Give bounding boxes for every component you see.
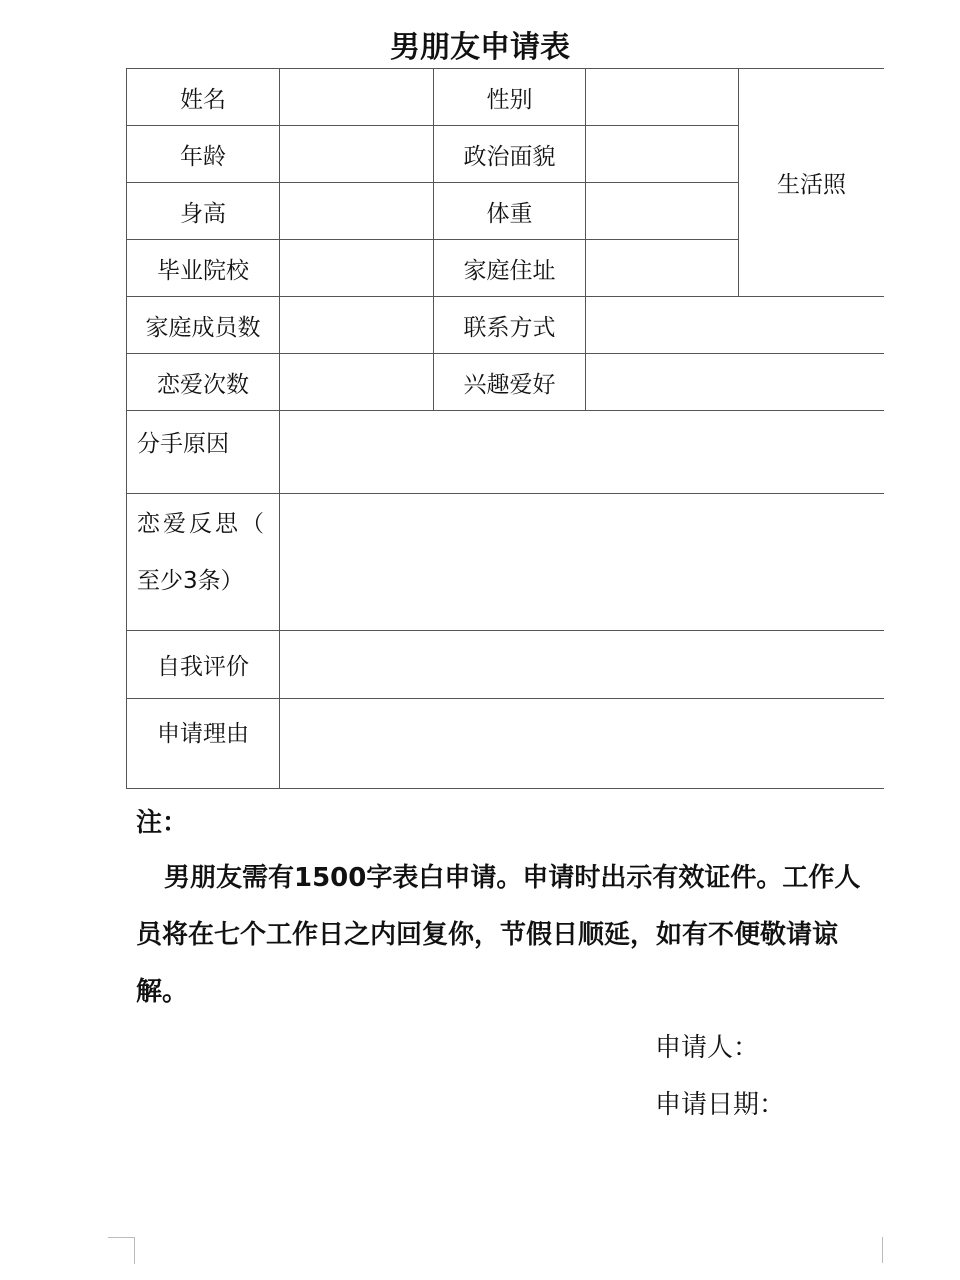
label-gender: 性别 xyxy=(433,68,585,125)
reason-field[interactable] xyxy=(279,698,884,789)
page-corner-mark xyxy=(108,1237,135,1264)
label-weight: 体重 xyxy=(433,182,585,239)
photo-cell[interactable]: 生活照 xyxy=(738,68,884,296)
label-breakup: 分手原因 xyxy=(126,410,279,493)
label-reason: 申请理由 xyxy=(126,698,279,789)
label-school: 毕业院校 xyxy=(126,239,279,296)
gender-field[interactable] xyxy=(585,68,738,125)
love-count-field[interactable] xyxy=(279,353,433,410)
label-reflection xyxy=(126,493,279,630)
note-label: 注： xyxy=(136,808,189,838)
label-family: 家庭成员数 xyxy=(126,296,279,353)
age-field[interactable] xyxy=(279,125,433,182)
school-field[interactable] xyxy=(279,239,433,296)
applicant-label: 申请人： xyxy=(655,1033,760,1063)
form-title: 男朋友申请表 xyxy=(390,30,570,65)
label-reflection-line1: 恋爱反思（ xyxy=(137,511,267,537)
self-eval-field[interactable] xyxy=(279,630,884,698)
reflection-field[interactable] xyxy=(279,493,884,630)
height-field[interactable] xyxy=(279,182,433,239)
label-height: 身高 xyxy=(126,182,279,239)
family-field[interactable] xyxy=(279,296,433,353)
label-love-count: 恋爱次数 xyxy=(126,353,279,410)
label-politics: 政治面貌 xyxy=(433,125,585,182)
hobby-field[interactable] xyxy=(585,353,884,410)
contact-field[interactable] xyxy=(585,296,884,353)
name-field[interactable] xyxy=(279,68,433,125)
date-label: 申请日期： xyxy=(655,1090,786,1120)
address-field[interactable] xyxy=(585,239,738,296)
label-self-eval: 自我评价 xyxy=(126,630,279,698)
label-contact: 联系方式 xyxy=(433,296,585,353)
label-address: 家庭住址 xyxy=(433,239,585,296)
politics-field[interactable] xyxy=(585,125,738,182)
label-reflection-line2: 至少3条） xyxy=(137,568,244,594)
label-name: 姓名 xyxy=(126,68,279,125)
label-age: 年龄 xyxy=(126,125,279,182)
table-bottom-border xyxy=(126,788,884,789)
weight-field[interactable] xyxy=(585,182,738,239)
breakup-field[interactable] xyxy=(279,410,884,493)
label-hobby: 兴趣爱好 xyxy=(433,353,585,410)
note-text: 男朋友需有1500字表白申请。申请时出示有效证件。工作人员将在七个工作日之内回复你，节假日顺延，如有不便敬请谅解。 xyxy=(136,863,861,1007)
page-corner-mark xyxy=(882,1237,883,1263)
